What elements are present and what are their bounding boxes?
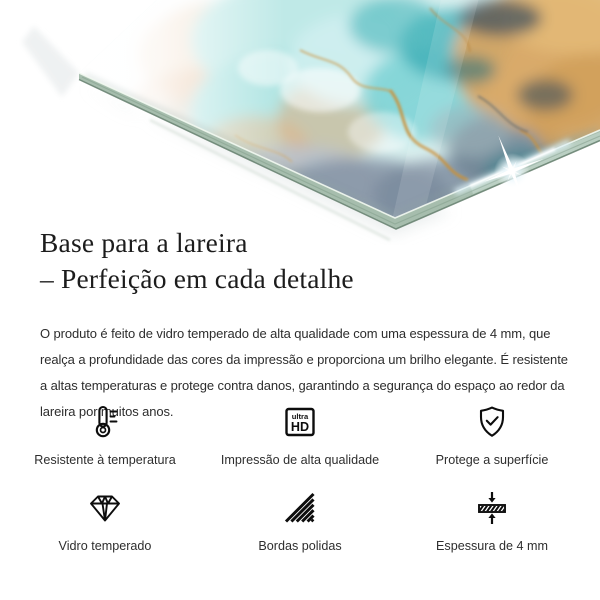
diamond-icon xyxy=(87,485,123,531)
feature-label: Vidro temperado xyxy=(58,539,152,553)
feature-item-tempered-glass xyxy=(15,485,195,553)
feature-item-polished-edges xyxy=(210,485,390,553)
feature-label: Impressão de alta qualidade xyxy=(220,453,380,467)
ultra-hd-icon xyxy=(282,399,318,445)
feature-label: Espessura de 4 mm xyxy=(436,539,548,553)
svg-text:ultra: ultra xyxy=(291,412,309,422)
polished-edges-icon xyxy=(282,485,318,531)
feature-item-thickness xyxy=(402,485,582,553)
glass-artwork xyxy=(25,0,600,235)
glass-panel-illustration xyxy=(0,0,600,245)
page-title-line2: – Perfeição em cada detalhe xyxy=(40,263,354,294)
thermometer-icon xyxy=(87,399,123,445)
page-title-line1: Base para a lareira xyxy=(40,227,248,258)
page-title xyxy=(40,225,354,297)
feature-label: Protege a superfície xyxy=(435,453,549,467)
thickness-4mm-icon xyxy=(474,485,510,531)
product-photo xyxy=(0,0,600,245)
svg-text:HD: HD xyxy=(290,420,310,434)
feature-item-print-quality xyxy=(210,399,390,467)
product-description: O produto é feito de vidro temperado de alta qualidade com uma espessura de 4 mm, que realça a profundidade das cores da impressão e proporciona um brilho elegante. É resistente a altas temperaturas e protege contra danos, garantindo a segurança do espaço ao redor da lareira por muitos anos. xyxy=(40,326,568,419)
feature-label: Bordas polidas xyxy=(258,539,342,553)
feature-item-protection xyxy=(402,399,582,467)
feature-item-temperature xyxy=(15,399,195,467)
feature-label: Resistente à temperatura xyxy=(34,453,176,467)
shield-check-icon xyxy=(474,399,510,445)
